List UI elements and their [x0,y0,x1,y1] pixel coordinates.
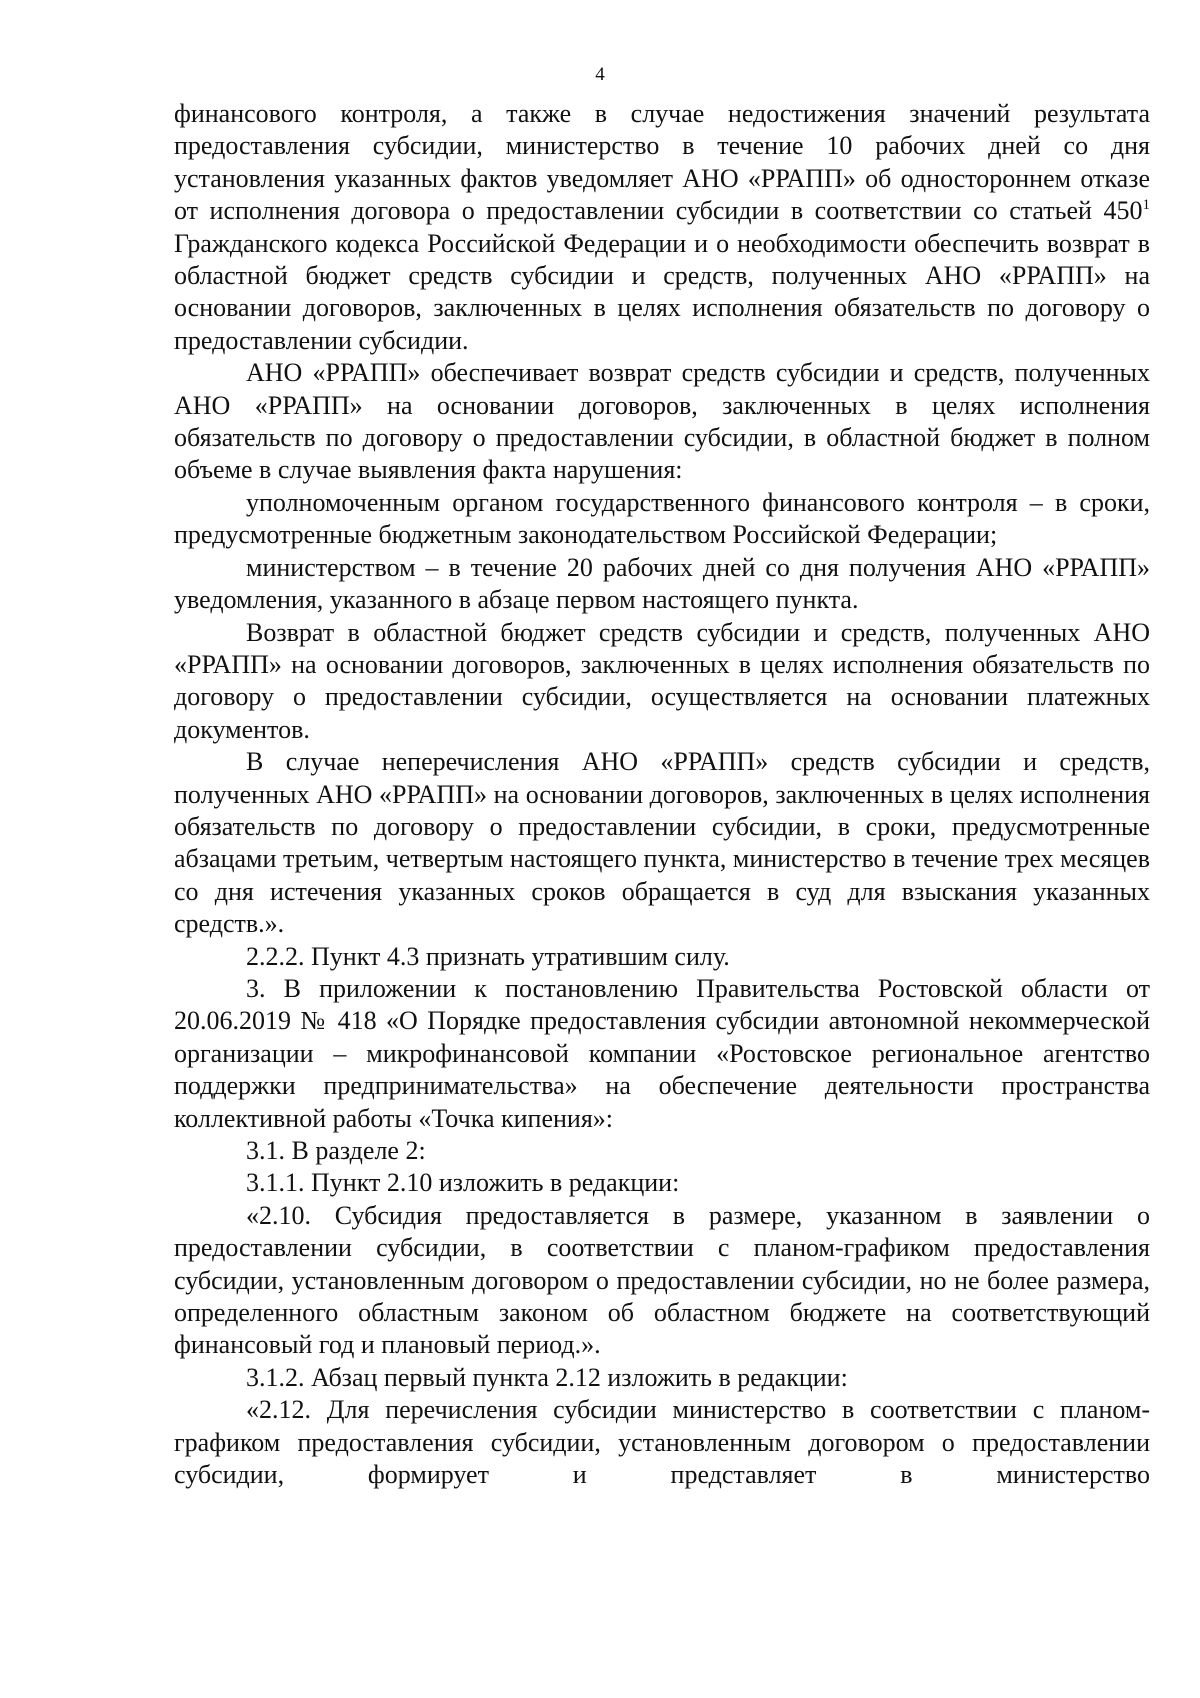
paragraph-text: финансового контроля, а также в случае недостижения значений результата предоставления субсидии, министерство в течение 10 рабочих дней со дня установления указанных фактов уведомляет АНО «РРАПП» об одностороннем отказе от исполнения договора о предоставлении субсидии в соответствии со статьей 450 [174,99,1150,226]
paragraph: АНО «РРАПП» обеспечивает возврат средств субсидии и средств, полученных АНО «РРАПП» на основании договоров, заключенных в целях исполнения обязательств по договору о предоставлении субсидии, в областной бюджет в полном объеме в случае выявления факта нарушения: [174,358,1150,485]
paragraph-text-continued: Гражданского кодекса Российской Федерации и о необходимости обеспечить возврат в областной бюджет средств субсидии и средств, полученных АНО «РРАПП» на основании договоров, заключенных в целях исполнения обязательств по договору о предоставлении субсидии. [174,228,1150,355]
page-number: 4 [595,64,605,85]
document-body [174,98,1150,1491]
paragraph: 2.2.2. Пункт 4.3 признать утратившим силу. [246,941,730,971]
paragraph [174,98,1150,357]
paragraph: 3. В приложении к постановлению Правительства Ростовской области от 20.06.2019 № 418 «О Порядке предоставления субсидии автономной некоммерческой организации – микрофинансовой компании «Ростовское региональное агентство поддержки предпринимательства» на обеспечение деятельности пространства коллективной работы «Точка кипения»: [174,973,1150,1133]
paragraph: уполномоченным органом государственного финансового контроля – в сроки, предусмотренные бюджетным законодательством Российской Федерации; [174,487,1150,550]
paragraph: «2.10. Субсидия предоставляется в размере, указанном в заявлении о предоставлении субсидии, в соответствии с планом-графиком предоставления субсидии, установленным договором о предоставлении субсидии, но не более размера, определенного областным законом об областном бюджете на соответствующий финансовый год и плановый период.». [174,1200,1150,1360]
paragraph: министерством – в течение 20 рабочих дней со дня получения АНО «РРАПП» уведомления, указанного в абзаце первом настоящего пункта. [174,552,1150,615]
paragraph: «2.12. Для перечисления субсидии министерство в соответствии с планом-графиком предоставления субсидии, установленным договором о предоставлении субсидии, формирует и представляет в министерство [174,1395,1150,1490]
paragraph: 3.1. В разделе 2: [246,1136,426,1165]
superscript: 1 [1142,197,1150,214]
paragraph: 3.1.1. Пункт 2.10 изложить в редакции: [246,1168,680,1198]
paragraph: В случае неперечисления АНО «РРАПП» средств субсидии и средств, полученных АНО «РРАПП» на основании договоров, заключенных в целях исполнения обязательств по договору о предоставлении субсидии, в сроки, предусмотренные абзацами третьим, четвертым настоящего пункта, министерство в течение трех месяцев со дня истечения указанных сроков обращается в суд для взыскания указанных средств.». [174,747,1150,939]
paragraph: 3.1.2. Абзац первый пункта 2.12 изложить в редакции: [246,1362,848,1392]
paragraph: Возврат в областной бюджет средств субсидии и средств, полученных АНО «РРАПП» на основании договоров, заключенных в целях исполнения обязательств по договору о предоставлении субсидии, осуществляется на основании платежных документов. [174,617,1150,744]
